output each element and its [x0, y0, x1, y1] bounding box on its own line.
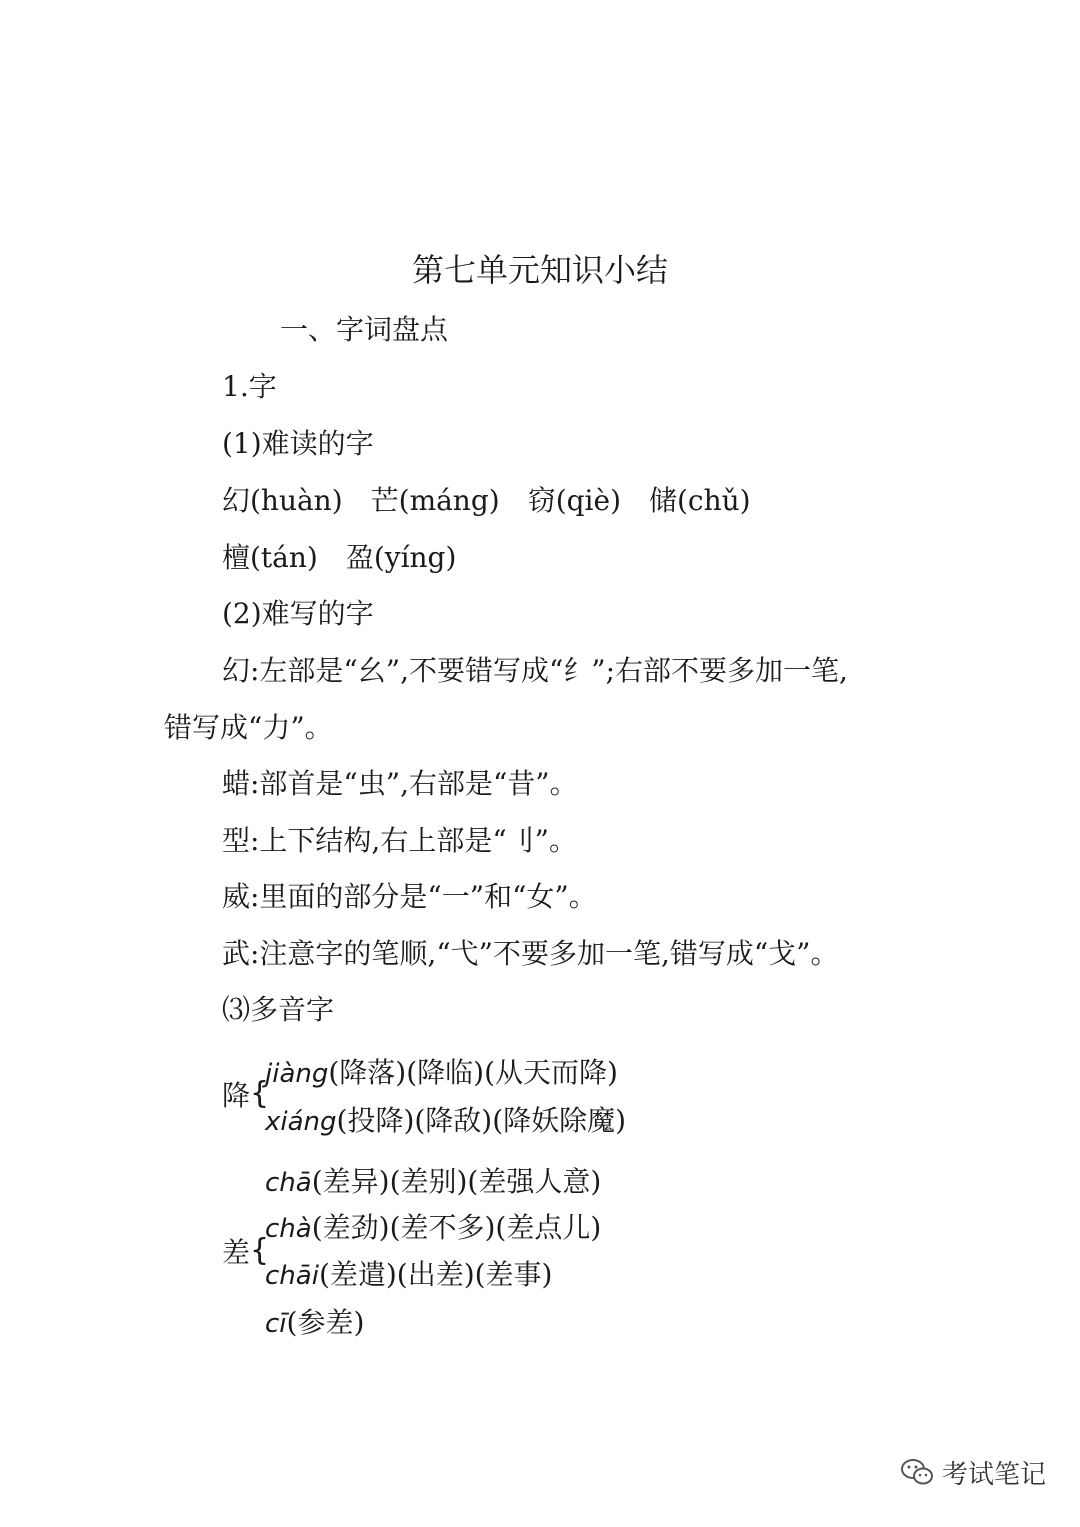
write-note-5: 武:注意字的笔顺,“弋”不要多加一笔,错写成“戈”。: [222, 937, 839, 970]
read-line-2: 檀(tán) 盈(yíng): [222, 541, 457, 574]
section-heading: 一、字词盘点: [280, 313, 449, 346]
heading-polyphones: ⑶多音字: [222, 993, 335, 1026]
example-words: (降落)(降临)(从天而降): [328, 1056, 618, 1089]
watermark-text: 考试笔记: [941, 1459, 1046, 1490]
example-words: (投降)(降敌)(降妖除魔): [336, 1104, 627, 1137]
brace-symbol: {: [250, 1076, 270, 1111]
page-title: 第七单元知识小结: [411, 251, 668, 289]
heading-hard-to-read: (1)难读的字: [222, 427, 374, 460]
example-words: (差异)(差别)(差强人意): [311, 1165, 602, 1198]
watermark: [900, 1452, 1046, 1492]
pinyin: chà: [265, 1214, 312, 1244]
heading-hard-to-write: (2)难写的字: [222, 597, 374, 630]
subsection-heading: 1.字: [222, 370, 277, 403]
example-words: (参差): [286, 1306, 365, 1339]
example-words: (差遣)(出差)(差事): [318, 1258, 553, 1291]
wechat-icon: [900, 1458, 934, 1486]
write-note-2: 蜡:部首是“虫”,右部是“昔”。: [222, 767, 578, 800]
polyphone-reading: [265, 1056, 618, 1091]
pinyin: cī: [265, 1309, 287, 1339]
write-note-4: 威:里面的部分是“一”和“女”。: [222, 880, 597, 913]
brace-symbol: {: [250, 1233, 270, 1268]
polyphone-reading: [265, 1104, 626, 1139]
write-note-1: 幻:左部是“幺”,不要错写成“纟”;右部不要多加一笔,: [222, 654, 848, 687]
pinyin: xiáng: [265, 1107, 337, 1137]
polyphone-char-jiang: 降: [222, 1079, 251, 1112]
polyphone-reading: [265, 1211, 601, 1246]
polyphone-char-cha: 差: [222, 1236, 251, 1269]
pinyin: chāi: [265, 1261, 319, 1291]
read-line-1: 幻(huàn) 芒(máng) 窃(qiè) 储(chǔ): [222, 484, 751, 517]
polyphone-reading: [265, 1306, 364, 1341]
polyphone-reading: [265, 1258, 552, 1293]
write-note-3: 型:上下结构,右上部是“刂”。: [222, 824, 577, 857]
pinyin: jiàng: [265, 1059, 329, 1089]
pinyin: chā: [265, 1168, 312, 1198]
polyphone-reading: [265, 1165, 601, 1200]
write-note-1-cont: 错写成“力”。: [164, 711, 333, 744]
example-words: (差劲)(差不多)(差点儿): [311, 1211, 602, 1244]
